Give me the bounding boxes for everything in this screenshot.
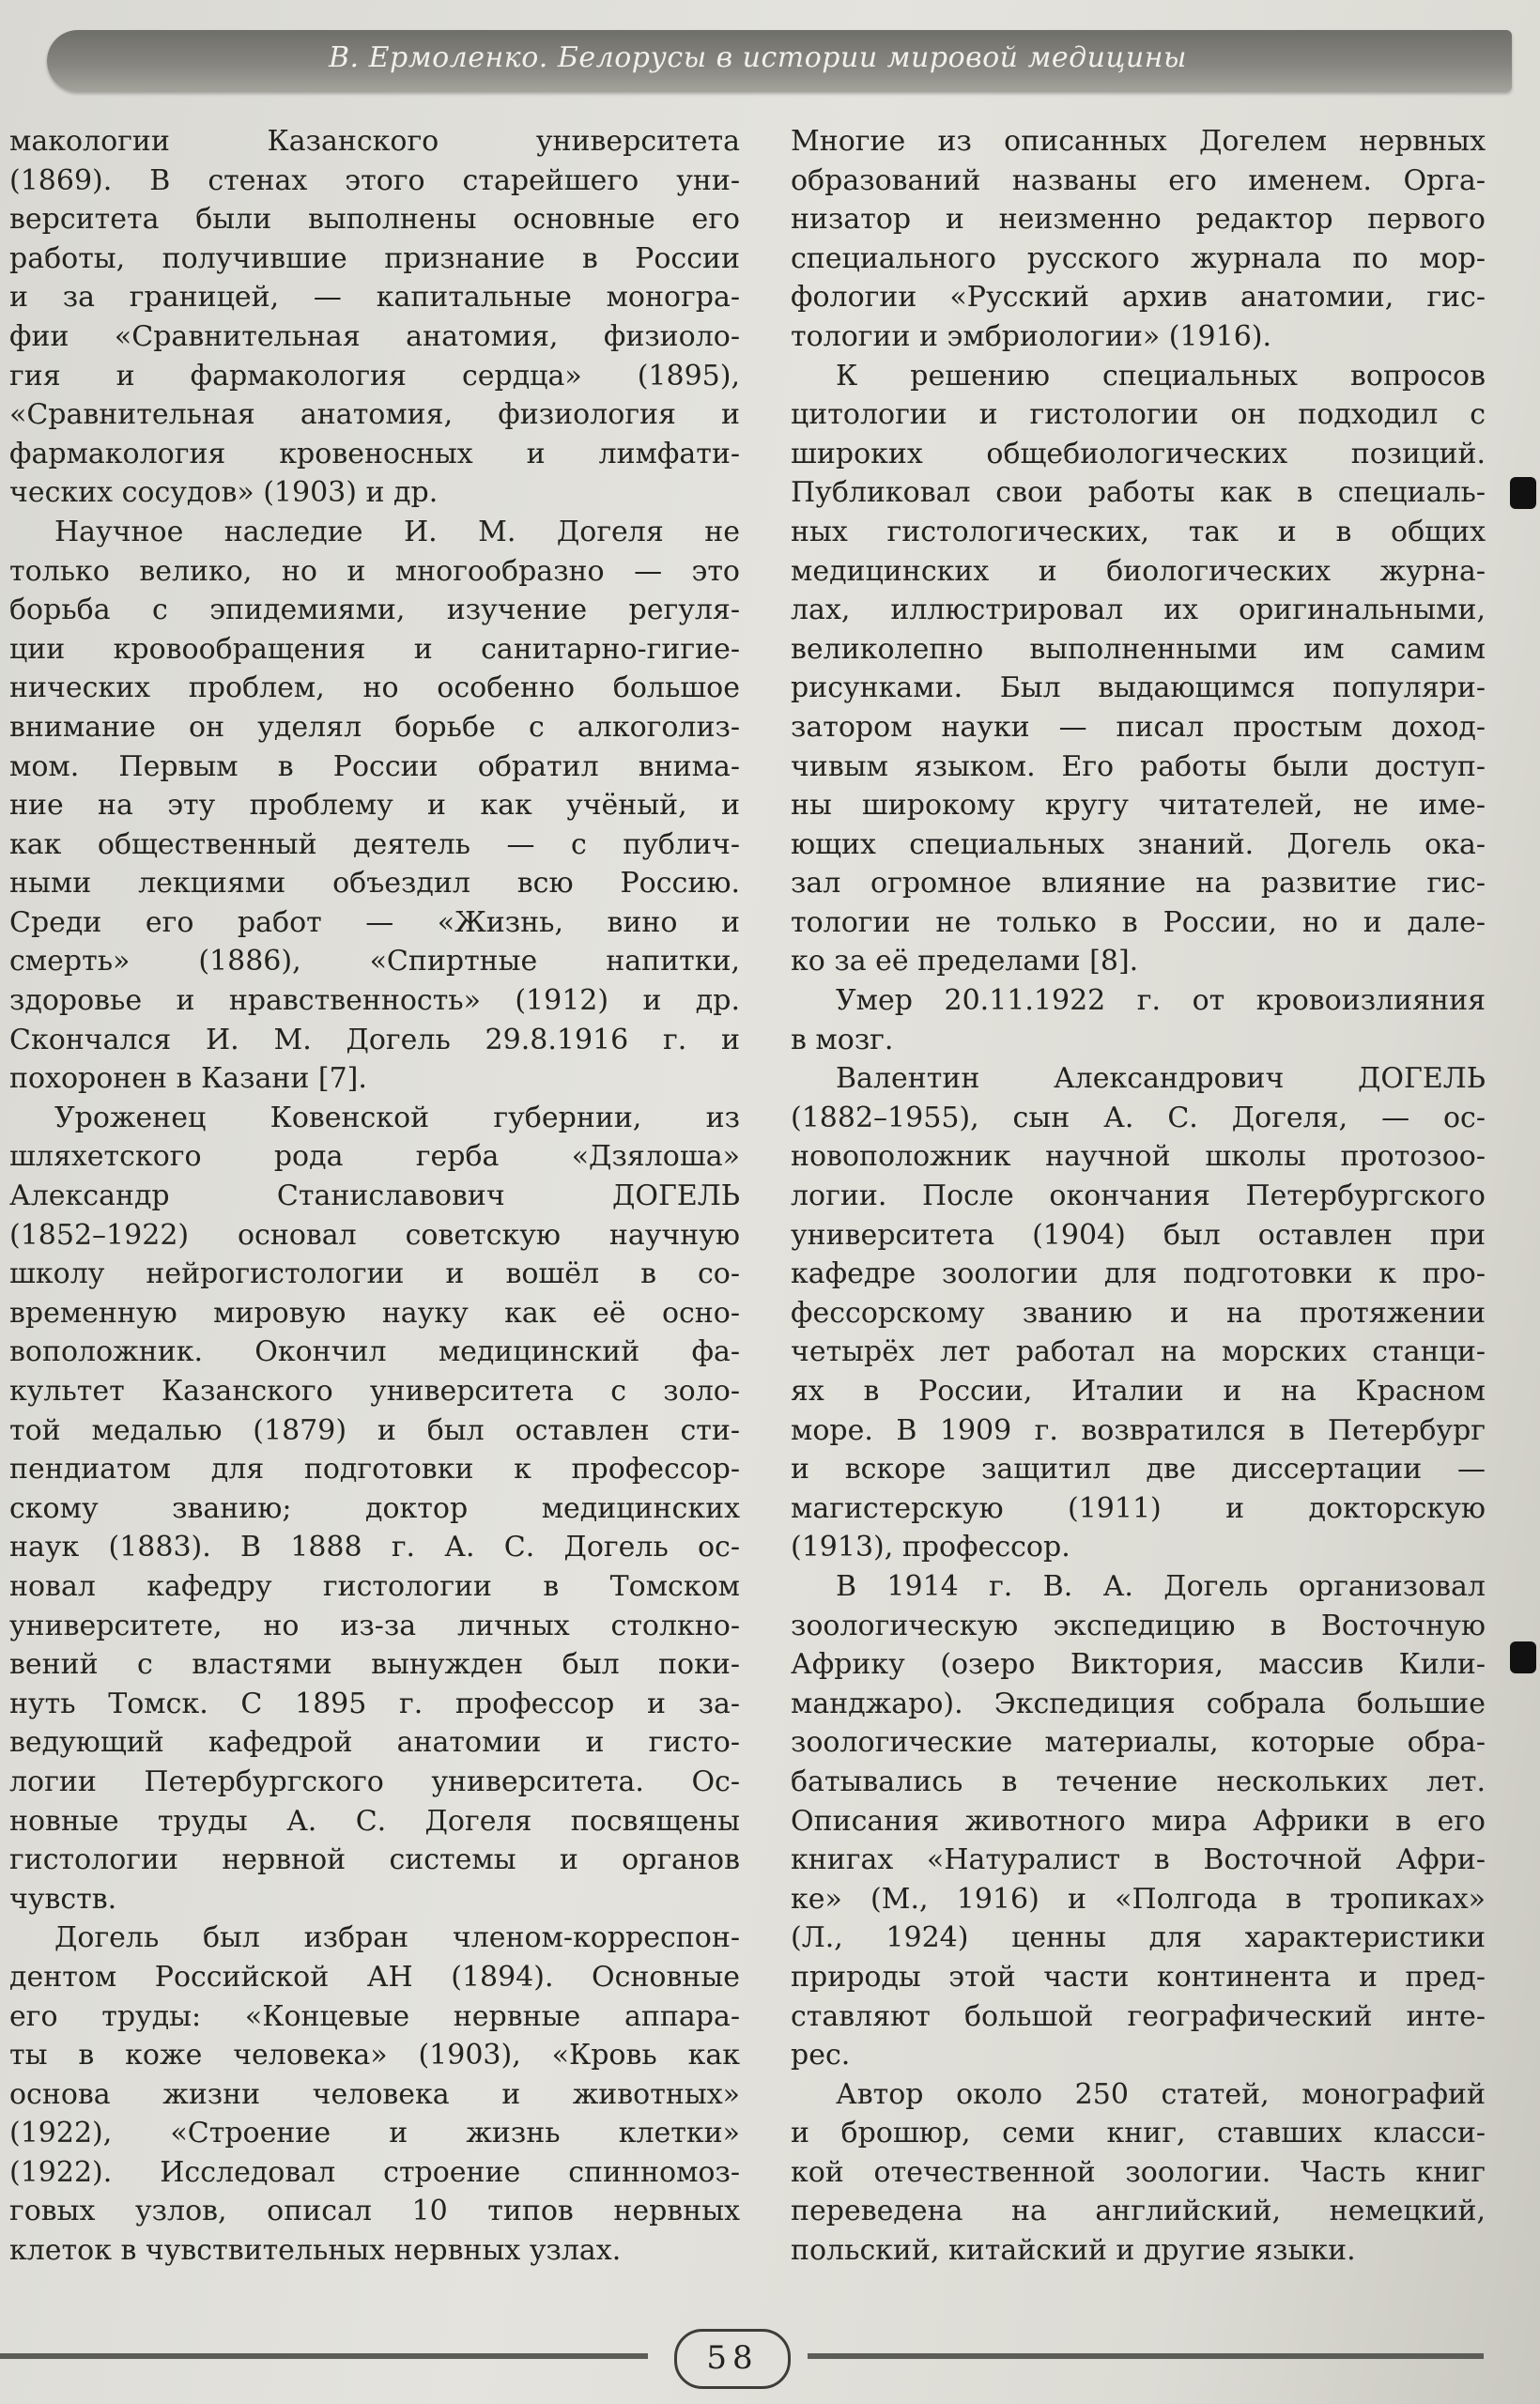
text-line: Александр Станиславович ДОГЕЛЬ: [9, 1179, 740, 1213]
text-line: дентом Российской АН (1894). Основные: [9, 1960, 740, 1994]
text-line: тологии и эмбриологии» (1916).: [791, 319, 1272, 353]
text-line: (Л., 1924) ценны для характеристики: [791, 1921, 1486, 1955]
text-line: чивым языком. Его работы были доступ-: [791, 749, 1486, 783]
text-line: фологии «Русский архив анатомии, гис-: [791, 281, 1486, 315]
text-line: ческих сосудов» (1903) и др.: [9, 476, 439, 510]
text-line: новоположник научной школы протозоо-: [791, 1140, 1486, 1174]
text-line: (1852–1922) основал советскую научную: [9, 1218, 740, 1252]
text-line: наук (1883). В 1888 г. А. С. Догель ос-: [9, 1531, 740, 1564]
text-line: медицинских и биологических журна-: [791, 554, 1486, 588]
text-line: (1913), профессор.: [791, 1531, 1070, 1564]
text-line: батывались в течение нескольких лет.: [791, 1764, 1486, 1798]
text-line: и брошюр, семи книг, ставших класси-: [791, 2117, 1486, 2150]
text-line: его труды: «Концевые нервные аппара-: [9, 1999, 740, 2033]
text-line: нуть Томск. С 1895 г. профессор и за-: [9, 1687, 740, 1720]
text-line: ными лекциями объездил всю Россию.: [9, 867, 740, 901]
text-line: ции кровообращения и санитарно-гигие-: [9, 632, 740, 666]
text-line: четырёх лет работал на морских станци-: [791, 1335, 1486, 1369]
text-line: (1922), «Строение и жизнь клетки»: [9, 2117, 740, 2150]
text-line: логии. После окончания Петербургского: [791, 1179, 1486, 1213]
text-line: кафедре зоологии для подготовки к про-: [791, 1257, 1486, 1291]
text-line: шляхетского рода герба «Дзялоша»: [9, 1140, 740, 1174]
binder-hole: [1510, 477, 1536, 509]
text-line: К решению специальных вопросов: [836, 359, 1486, 393]
text-line: кой отечественной зоологии. Часть книг: [791, 2155, 1486, 2189]
text-line: вений с властями вынужден был поки-: [9, 1648, 740, 1682]
text-line: море. В 1909 г. возвратился в Петербург: [791, 1413, 1486, 1447]
text-line: ведующий кафедрой анатомии и гисто-: [9, 1726, 740, 1760]
text-line: рисунками. Был выдающимся популяри-: [791, 671, 1486, 705]
text-line: затором науки — писал простым доход-: [791, 710, 1486, 744]
text-line: польский, китайский и другие языки.: [791, 2234, 1356, 2268]
text-line: широких общебиологических позиций.: [791, 437, 1486, 470]
text-line: новные труды А. С. Догеля посвящены: [9, 1804, 740, 1838]
text-line: школу нейрогистологии и вошёл в со-: [9, 1257, 740, 1291]
text-line: смерть» (1886), «Спиртные напитки,: [9, 945, 740, 979]
text-line: фармакология кровеносных и лимфати-: [9, 437, 740, 470]
text-line: говых узлов, описал 10 типов нервных: [9, 2195, 740, 2228]
footer-rule-right: [808, 2353, 1484, 2359]
text-line: внимание он уделял борьбе с алкоголиз-: [9, 710, 740, 744]
text-line: зоологическую экспедицию в Восточную: [791, 1609, 1486, 1642]
text-line: Среди его работ — «Жизнь, вино и: [9, 905, 740, 939]
text-line: новал кафедру гистологии в Томском: [9, 1569, 740, 1603]
text-line: ние на эту проблему и как учёный, и: [9, 789, 740, 823]
text-line: ны широкому кругу читателей, не име-: [791, 789, 1486, 823]
page-number: 58: [674, 2329, 791, 2389]
text-line: Многие из описанных Догелем нервных: [791, 125, 1486, 158]
text-line: здоровье и нравственность» (1912) и др.: [9, 984, 740, 1018]
text-line: фессорскому званию и на протяжении: [791, 1296, 1486, 1330]
text-line: основа жизни человека и животных»: [9, 2077, 740, 2111]
text-line: тологии не только в России, но и дале-: [791, 905, 1486, 939]
text-line: цитологии и гистологии он подходил с: [791, 398, 1486, 432]
text-line: чувств.: [9, 1882, 117, 1916]
text-line: В 1914 г. В. А. Догель организовал: [836, 1569, 1486, 1603]
text-line: Уроженец Ковенской губернии, из: [54, 1101, 740, 1134]
text-line: фии «Сравнительная анатомия, физиоло-: [9, 319, 740, 353]
text-line: книгах «Натуралист в Восточной Афри-: [791, 1843, 1486, 1877]
text-line: в мозг.: [791, 1023, 894, 1056]
text-line: (1869). В стенах этого старейшего уни-: [9, 163, 740, 197]
text-line: ях в России, Италии и на Красном: [791, 1375, 1486, 1408]
text-line: скому званию; доктор медицинских: [9, 1491, 740, 1525]
text-line: как общественный деятель — с публич-: [9, 827, 740, 861]
text-line: Автор около 250 статей, монографий: [836, 2077, 1486, 2111]
text-line: той медалью (1879) и был оставлен сти-: [9, 1413, 740, 1447]
text-line: лах, иллюстрировал их оригинальными,: [791, 593, 1486, 627]
text-line: ке» (М., 1916) и «Полгода в тропиках»: [791, 1882, 1486, 1916]
text-line: ных гистологических, так и в общих: [791, 515, 1486, 548]
text-line: клеток в чувствительных нервных узлах.: [9, 2234, 622, 2268]
text-line: «Сравнительная анатомия, физиология и: [9, 398, 740, 432]
binder-hole: [1510, 1641, 1536, 1673]
text-line: специального русского журнала по мор-: [791, 241, 1486, 275]
text-line: логии Петербургского университета. Ос-: [9, 1764, 740, 1798]
text-line: (1882–1955), сын А. С. Догеля, — ос-: [791, 1101, 1486, 1134]
text-line: пендиатом для подготовки к профессор-: [9, 1453, 740, 1487]
text-line: зоологические материалы, которые обра-: [791, 1726, 1486, 1760]
text-line: зал огромное влияние на развитие гис-: [791, 867, 1486, 901]
text-line: воположник. Окончил медицинский фа-: [9, 1335, 740, 1369]
text-line: образований названы его именем. Орга-: [791, 163, 1486, 197]
text-line: работы, получившие признание в России: [9, 241, 740, 275]
text-line: Валентин Александрович ДОГЕЛЬ: [836, 1062, 1486, 1096]
running-title: В. Ермоленко. Белорусы в истории мировой медицины: [329, 41, 1187, 74]
text-line: ставляют большой географический инте-: [791, 1999, 1486, 2033]
text-line: нических проблем, но особенно большое: [9, 671, 740, 705]
text-line: университете, но из-за личных столкно-: [9, 1609, 740, 1642]
text-line: верситета были выполнены основные его: [9, 203, 740, 237]
text-line: магистерскую (1911) и докторскую: [791, 1491, 1486, 1525]
text-line: университета (1904) был оставлен при: [791, 1218, 1486, 1252]
text-line: и за границей, — капитальные моногра-: [9, 281, 740, 315]
text-line: ко за её пределами [8].: [791, 945, 1139, 979]
right-column: [791, 122, 1486, 2271]
text-line: и вскоре защитил две диссертации —: [791, 1453, 1486, 1487]
text-line: Умер 20.11.1922 г. от кровоизлияния: [836, 984, 1486, 1018]
text-line: только велико, но и многообразно — это: [9, 554, 740, 588]
text-line: рес.: [791, 2039, 851, 2073]
text-line: культет Казанского университета с золо-: [9, 1375, 740, 1408]
text-line: (1922). Исследовал строение спинномоз-: [9, 2155, 740, 2189]
text-line: Научное наследие И. М. Догеля не: [54, 515, 740, 548]
text-line: Догель был избран членом-корреспон-: [54, 1921, 740, 1955]
text-line: борьба с эпидемиями, изучение регуля-: [9, 593, 740, 627]
text-line: ты в коже человека» (1903), «Кровь как: [9, 2039, 740, 2073]
text-line: мом. Первым в России обратил внима-: [9, 749, 740, 783]
text-line: великолепно выполненными им самим: [791, 632, 1486, 666]
text-line: гия и фармакология сердца» (1895),: [9, 359, 740, 393]
text-line: Описания животного мира Африки в его: [791, 1804, 1486, 1838]
text-line: гистологии нервной системы и органов: [9, 1843, 740, 1877]
footer-rule-left: [0, 2353, 648, 2359]
text-line: временную мировую науку как её осно-: [9, 1296, 740, 1330]
text-line: Публиковал свои работы как в специаль-: [791, 476, 1486, 510]
text-line: Скончался И. М. Догель 29.8.1916 г. и: [9, 1023, 740, 1056]
text-line: макологии Казанского университета: [9, 125, 740, 158]
text-line: низатор и неизменно редактор первого: [791, 203, 1486, 237]
text-line: Африку (озеро Виктория, массив Кили-: [791, 1648, 1486, 1682]
text-line: ющих специальных знаний. Догель ока-: [791, 827, 1486, 861]
text-line: манджаро). Экспедиция собрала большие: [791, 1687, 1486, 1720]
left-column: [9, 122, 740, 2271]
text-line: переведена на английский, немецкий,: [791, 2195, 1486, 2228]
text-line: природы этой части континента и пред-: [791, 1960, 1486, 1994]
running-header: [47, 30, 1512, 92]
text-line: похоронен в Казани [7].: [9, 1062, 367, 1096]
